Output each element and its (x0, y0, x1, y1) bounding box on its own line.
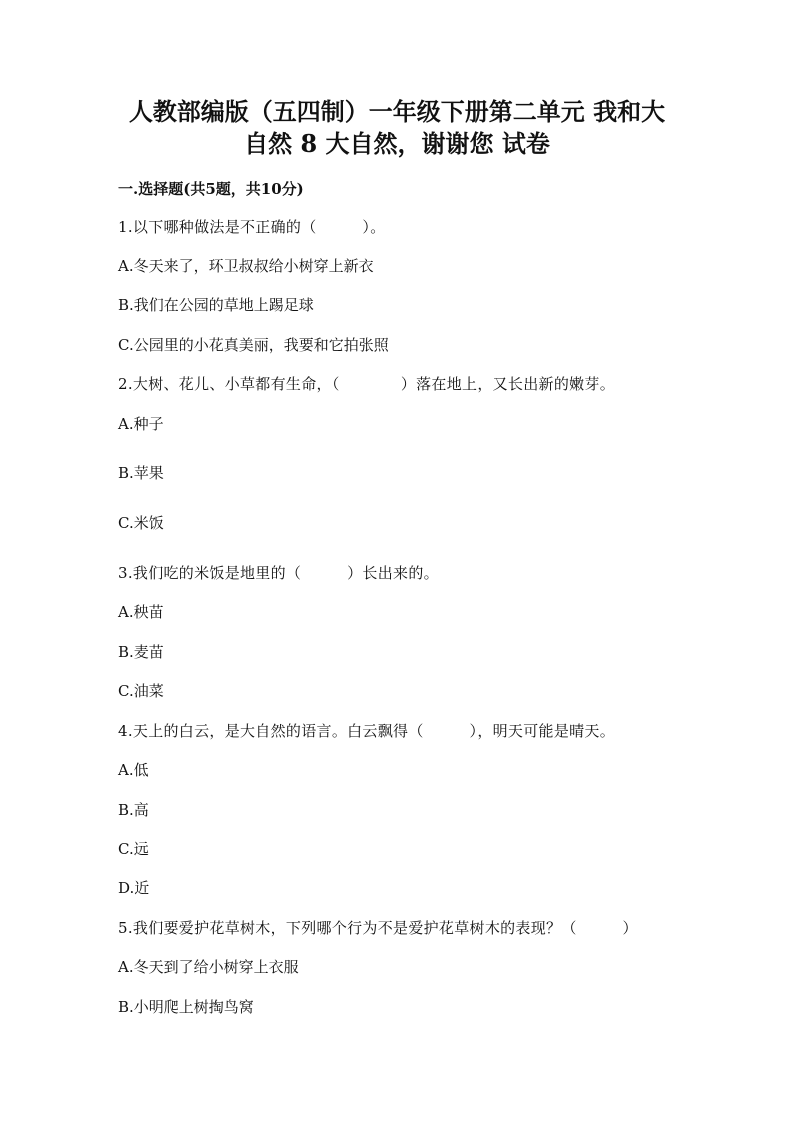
question-4-option-c: C.远 (118, 840, 149, 858)
question-3-option-a: A.秧苗 (118, 603, 164, 621)
question-2-stem: 2.大树、花儿、小草都有生命，（ ）落在地上，又长出新的嫩芽。 (118, 375, 616, 393)
question-5-option-b: B.小明爬上树掏鸟窝 (118, 998, 254, 1016)
question-4-option-a: A.低 (118, 761, 149, 779)
question-3-option-c: C.油菜 (118, 682, 164, 700)
question-1-option-c: C.公园里的小花真美丽，我要和它拍张照 (118, 336, 389, 354)
question-2-option-a: A.种子 (118, 415, 164, 433)
question-5-stem: 5.我们要爱护花草树木，下列哪个行为不是爱护花草树木的表现？（ ） (118, 919, 638, 937)
question-3-option-b: B.麦苗 (118, 643, 164, 661)
question-4-stem: 4.天上的白云，是大自然的语言。白云飘得（ ），明天可能是晴天。 (118, 722, 616, 740)
document-title-line-2: 自然 8 大自然，谢谢您 试卷 (244, 129, 550, 158)
question-1-stem: 1.以下哪种做法是不正确的（ ）。 (118, 218, 386, 236)
question-1-option-a: A.冬天来了，环卫叔叔给小树穿上新衣 (118, 257, 374, 275)
question-3-stem: 3.我们吃的米饭是地里的（ ）长出来的。 (118, 564, 439, 582)
question-2-option-c: C.米饭 (118, 514, 164, 532)
question-4-option-b: B.高 (118, 801, 149, 819)
question-4-option-d: D.近 (118, 879, 150, 897)
document-title-line-1: 人教部编版（五四制）一年级下册第二单元 我和大 (128, 97, 666, 126)
question-5-option-a: A.冬天到了给小树穿上衣服 (118, 958, 299, 976)
question-2-option-b: B.苹果 (118, 464, 164, 482)
question-1-option-b: B.我们在公园的草地上踢足球 (118, 296, 314, 314)
section-heading: 一.选择题(共5题，共10分) (118, 180, 304, 198)
